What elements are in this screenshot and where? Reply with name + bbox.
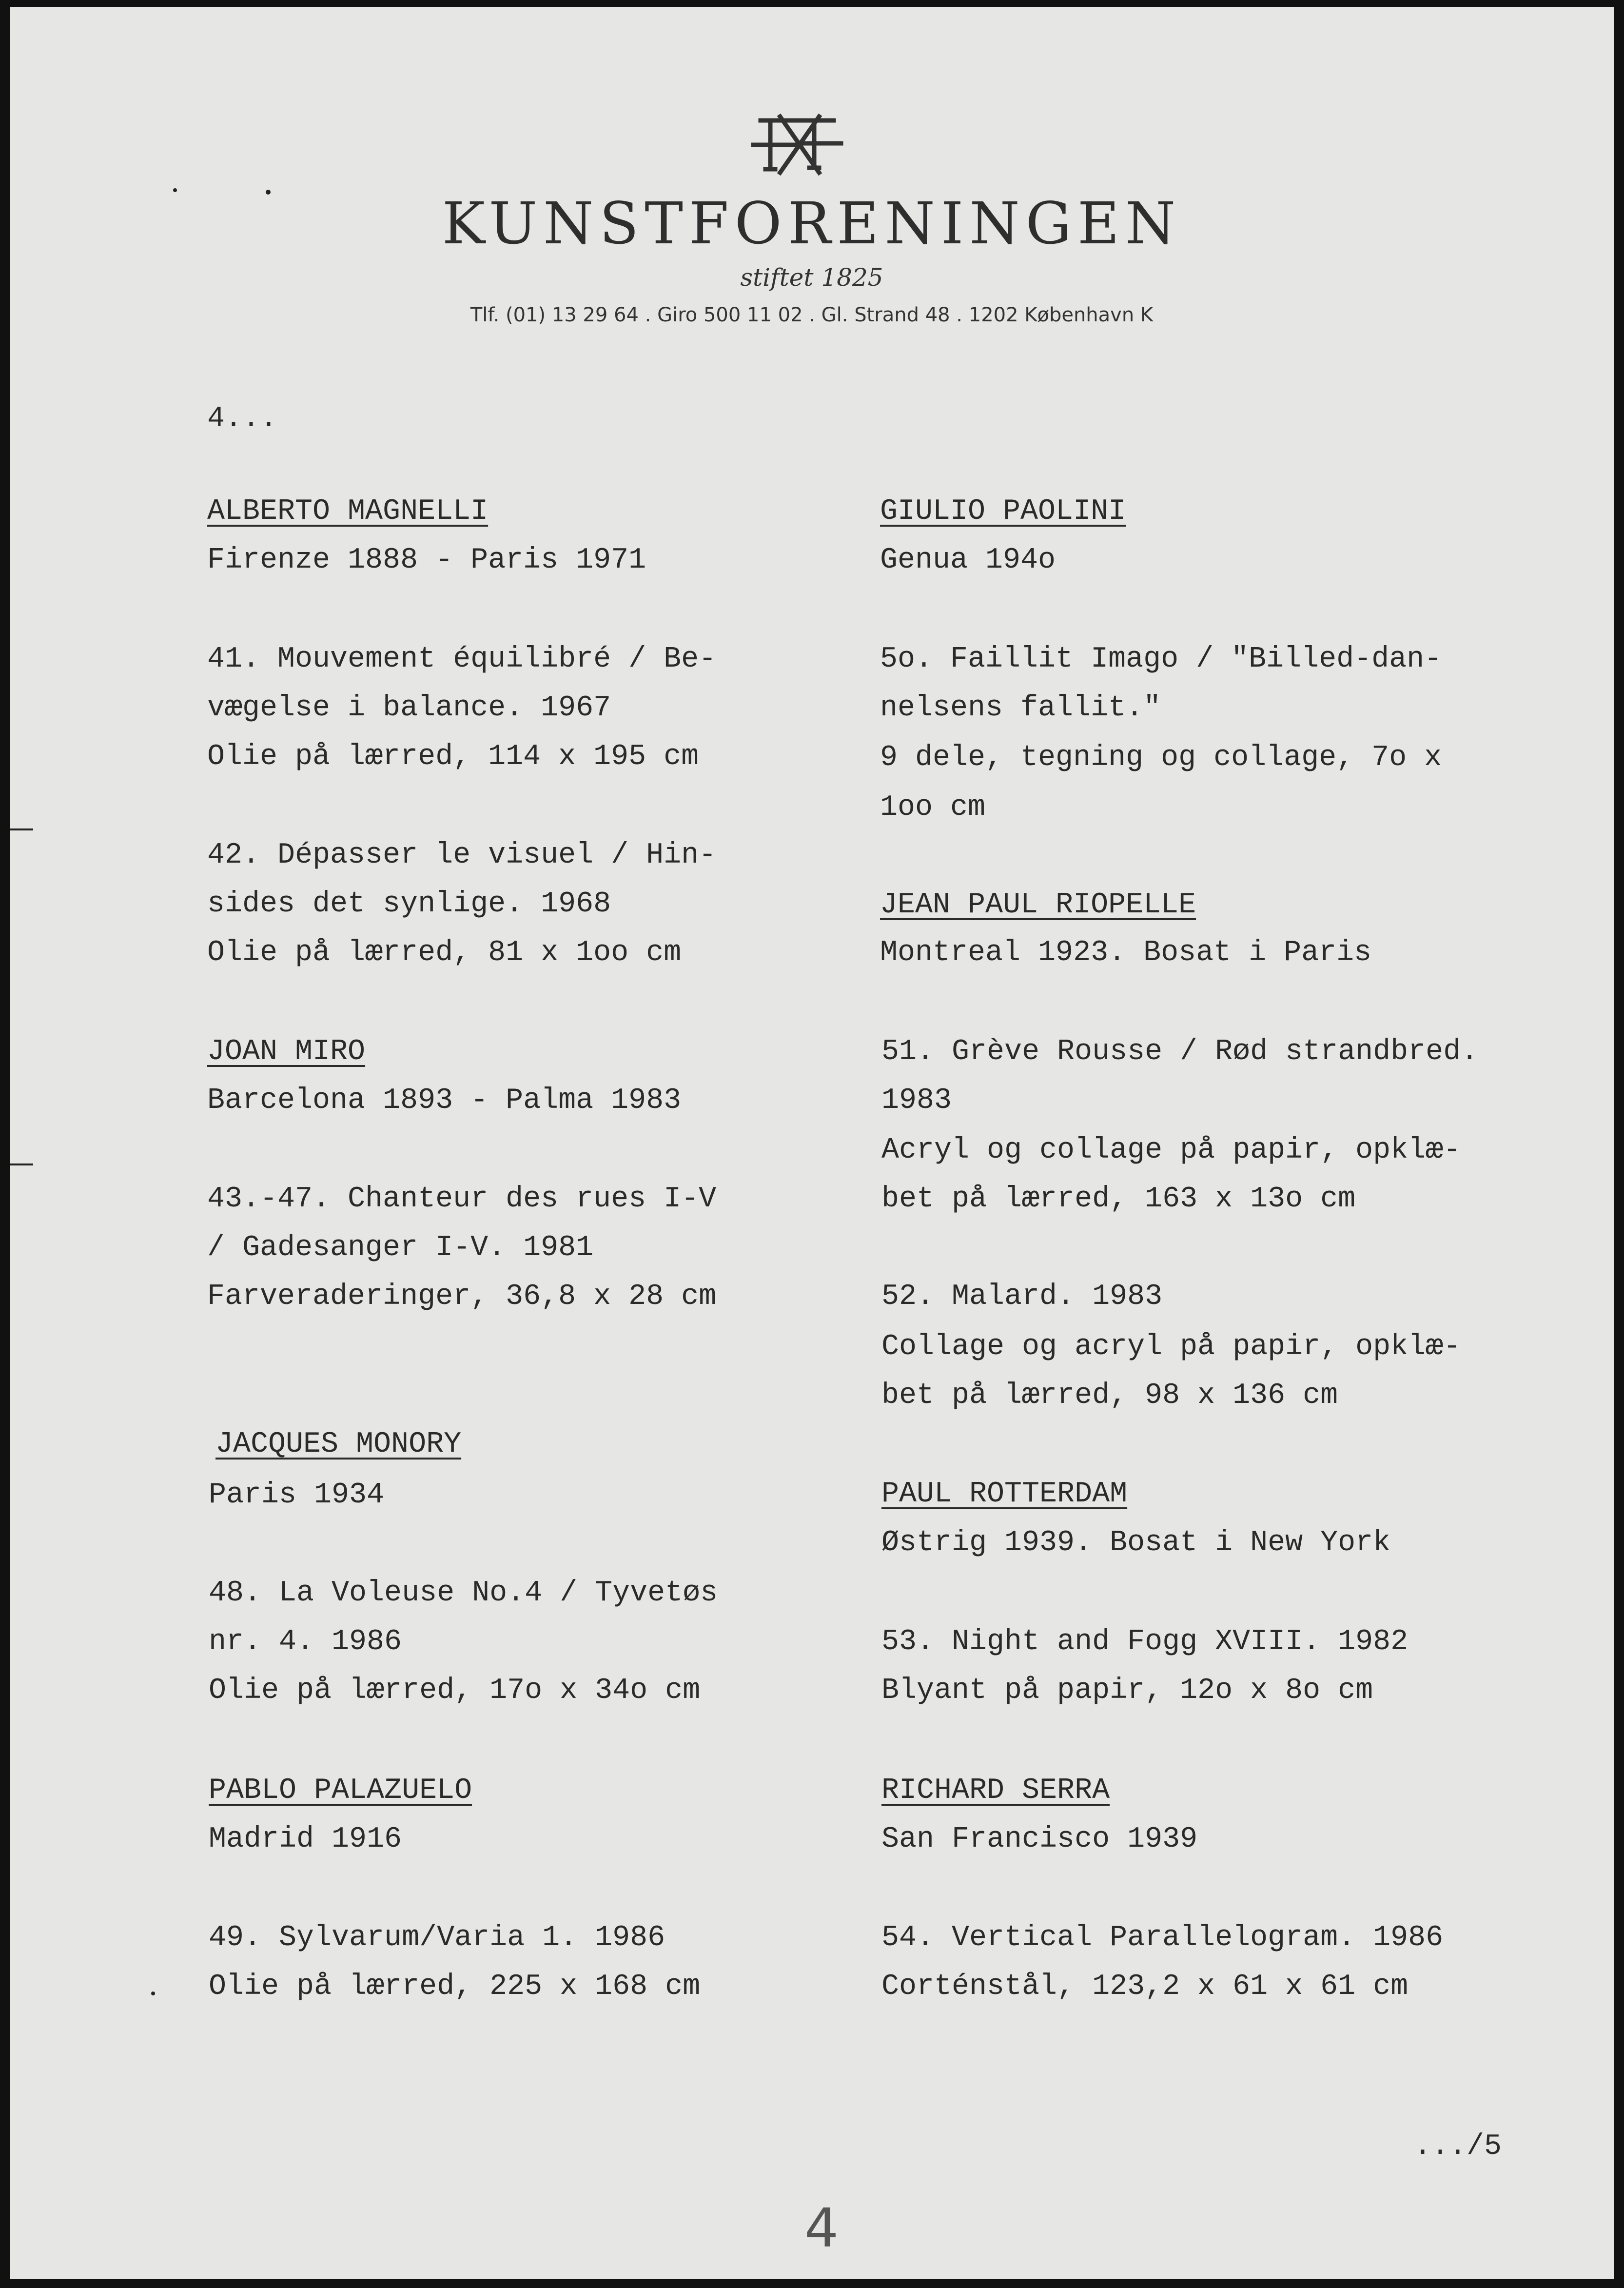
artwork-52-medium-cont: bet på lærred, 98 x 136 cm xyxy=(881,1379,1338,1412)
contact-line: Tlf. (01) 13 29 64 . Giro 500 11 02 . Gl. Strand 48 . 1202 København K xyxy=(470,304,1154,326)
artwork-53-medium: Blyant på papir, 12o x 8o cm xyxy=(881,1674,1373,1707)
margin-dot-mark xyxy=(173,188,177,192)
artist-bio-serra: San Francisco 1939 xyxy=(881,1823,1198,1856)
artist-bio-riopelle: Montreal 1923. Bosat i Paris xyxy=(880,936,1372,969)
artwork-43-47-title: 43.-47. Chanteur des rues I-V xyxy=(207,1183,717,1216)
artwork-49-medium: Olie på lærred, 225 x 168 cm xyxy=(209,1970,701,2003)
margin-tick-mark xyxy=(10,1164,33,1165)
artwork-51-medium-cont: bet på lærred, 163 x 13o cm xyxy=(881,1183,1356,1216)
founded-tagline: stiftet 1825 xyxy=(740,263,883,292)
artwork-48-medium: Olie på lærred, 17o x 34o cm xyxy=(209,1674,701,1707)
margin-dot-mark xyxy=(266,190,271,195)
artist-name-riopelle: JEAN PAUL RIOPELLE xyxy=(880,888,1196,922)
artwork-52-medium: Collage og acryl på papir, opklæ- xyxy=(881,1330,1461,1363)
kunstforeningen-logo-icon xyxy=(746,107,848,180)
next-page-marker: .../5 xyxy=(1414,2130,1502,2163)
artist-bio-paolini: Genua 194o xyxy=(880,544,1056,577)
artwork-42-title: 42. Dépasser le visuel / Hin- xyxy=(207,839,717,872)
artwork-50-medium: 9 dele, tegning og collage, 7o x xyxy=(880,741,1442,774)
artist-name-monory: JACQUES MONORY xyxy=(215,1428,462,1461)
artwork-50-medium-cont: 1oo cm xyxy=(880,791,986,824)
handwritten-page-number: 4 xyxy=(804,2197,839,2259)
artist-bio-miro: Barcelona 1893 - Palma 1983 xyxy=(207,1084,682,1117)
artist-bio-palazuelo: Madrid 1916 xyxy=(209,1823,402,1856)
artwork-51-title: 51. Grève Rousse / Rød strandbred. xyxy=(881,1035,1479,1068)
artist-name-magnelli: ALBERTO MAGNELLI xyxy=(207,495,489,528)
artwork-50-title: 5o. Faillit Imago / "Billed-dan- xyxy=(880,643,1442,676)
artwork-51-year: 1983 xyxy=(881,1084,952,1117)
artist-name-miro: JOAN MIRO xyxy=(207,1035,366,1068)
margin-dot-mark xyxy=(151,1992,155,1995)
artwork-41-title: 41. Mouvement équilibré / Be- xyxy=(207,643,717,676)
artist-name-serra: RICHARD SERRA xyxy=(881,1774,1110,1807)
organization-name: KUNSTFORENINGEN xyxy=(442,190,1182,257)
artist-bio-magnelli: Firenze 1888 - Paris 1971 xyxy=(207,544,646,577)
document-page xyxy=(10,7,1614,2279)
artist-bio-monory: Paris 1934 xyxy=(209,1479,385,1512)
artwork-53-title: 53. Night and Fogg XVIII. 1982 xyxy=(881,1625,1409,1658)
artist-name-paolini: GIULIO PAOLINI xyxy=(880,495,1126,528)
artwork-42-title-cont: sides det synlige. 1968 xyxy=(207,888,611,921)
artwork-52-title: 52. Malard. 1983 xyxy=(881,1280,1163,1313)
artist-bio-rotterdam: Østrig 1939. Bosat i New York xyxy=(881,1526,1391,1559)
artwork-49-title: 49. Sylvarum/Varia 1. 1986 xyxy=(209,1921,665,1954)
artwork-48-title: 48. La Voleuse No.4 / Tyvetøs xyxy=(209,1577,718,1610)
page-marker: 4... xyxy=(207,402,278,435)
artwork-41-medium: Olie på lærred, 114 x 195 cm xyxy=(207,740,699,773)
artwork-43-47-medium: Farveraderinger, 36,8 x 28 cm xyxy=(207,1280,717,1313)
artist-name-palazuelo: PABLO PALAZUELO xyxy=(209,1774,472,1807)
artwork-51-medium: Acryl og collage på papir, opklæ- xyxy=(881,1134,1461,1167)
artwork-48-title-cont: nr. 4. 1986 xyxy=(209,1625,402,1658)
artist-name-rotterdam: PAUL ROTTERDAM xyxy=(881,1478,1128,1511)
artwork-43-47-title-cont: / Gadesanger I-V. 1981 xyxy=(207,1231,594,1264)
margin-tick-mark xyxy=(10,828,33,830)
artwork-42-medium: Olie på lærred, 81 x 1oo cm xyxy=(207,936,682,969)
artwork-54-medium: Corténstål, 123,2 x 61 x 61 cm xyxy=(881,1970,1409,2003)
artwork-50-title-cont: nelsens fallit." xyxy=(880,691,1161,725)
artwork-41-title-cont: vægelse i balance. 1967 xyxy=(207,691,611,725)
artwork-54-title: 54. Vertical Parallelogram. 1986 xyxy=(881,1921,1444,1954)
